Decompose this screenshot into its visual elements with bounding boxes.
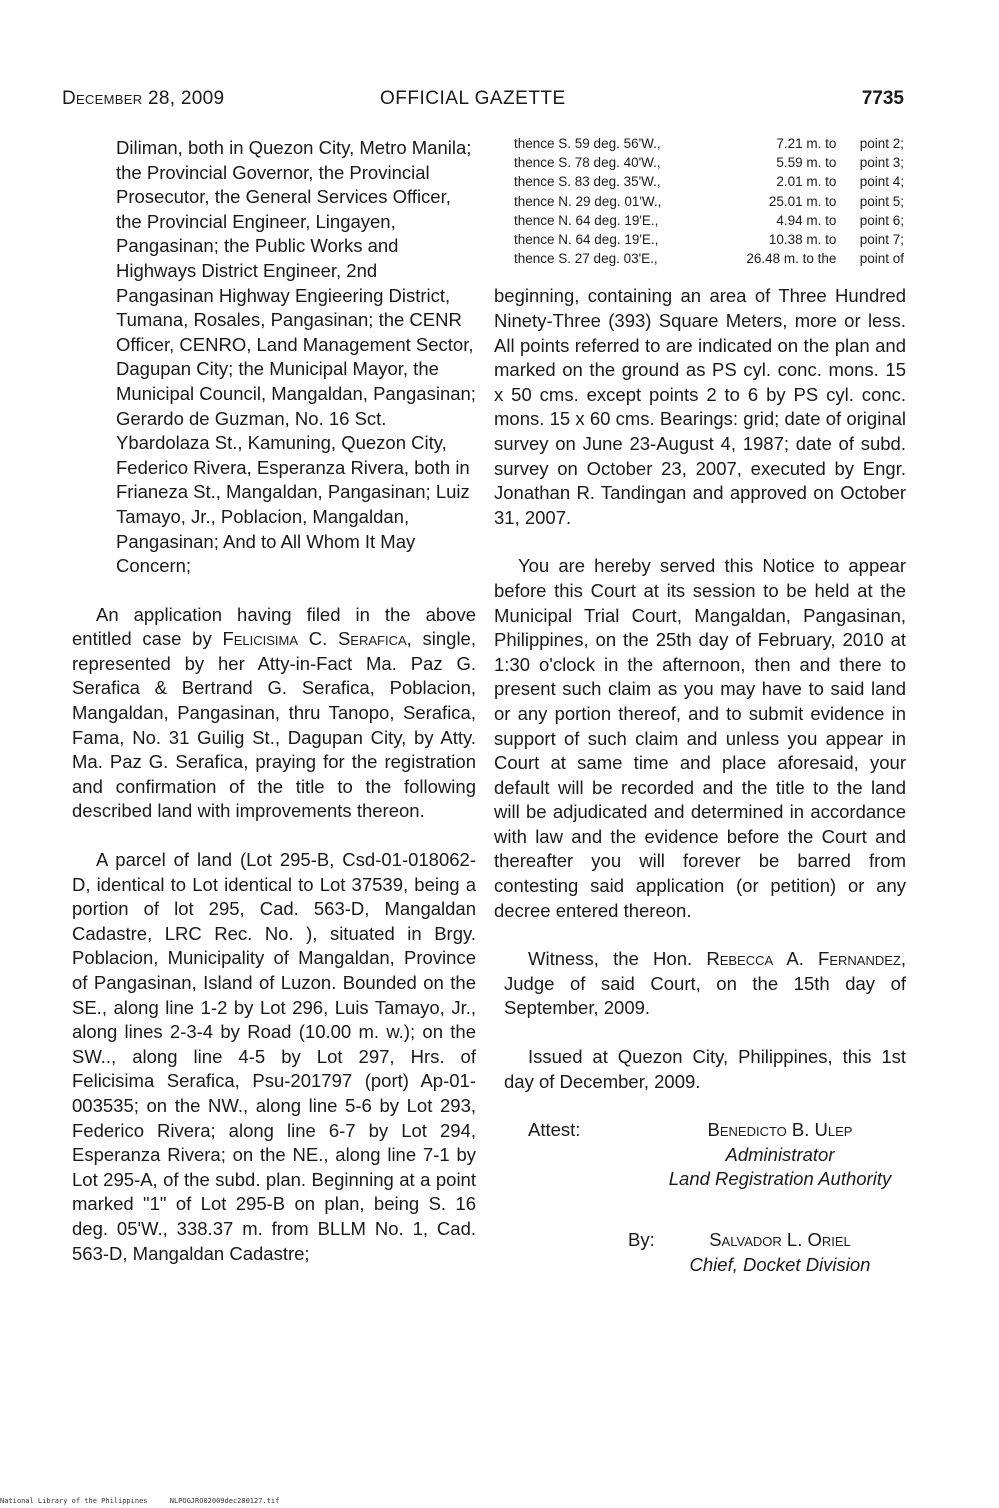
bearing-row (514, 172, 904, 191)
attest-label: Attest: (528, 1119, 581, 1141)
header-title: OFFICIAL GAZETTE (380, 88, 566, 109)
witness-text-end: , Judge of said Court, on the 15th day of September, 2009. (504, 948, 906, 1019)
signatory1-org: Land Registration Authority (668, 1168, 892, 1190)
signatory-docket-chief (670, 1228, 890, 1277)
signatory1-name: Benedicto B. Ulep (707, 1119, 853, 1141)
bearing-row (514, 153, 904, 172)
bearing-distance: 7.21 m. to (776, 136, 837, 151)
footer-filename: NLPOGJRO02009dec280127.tif (169, 1497, 280, 1505)
area-paragraph: beginning, containing an area of Three Hundred Ninety-Three (393) Square Meters, more or less. All points referred to are indicated on the plan and marked on the ground as PS cyl. conc. mons. 15 x 50 cms. except points 2 to 6 by PS cyl. conc. mons. 15 x 60 cms. Bearings: grid; date of original survey on June 23-August 4, 1987; date of subd. survey on October 23, 2007, executed by Engr. Jonathan R. Tandingan and approved on October 31, 2007. (494, 285, 906, 528)
witness-paragraph (504, 947, 906, 1021)
bearing-row (514, 192, 904, 211)
bearings-table (514, 134, 904, 268)
bearing-text: thence N. 29 deg. 01'W., (514, 193, 662, 209)
bearing-row (514, 249, 904, 268)
by-label: By: (628, 1229, 655, 1251)
bearing-point: point 3; (859, 155, 904, 171)
signatory2-name: Salvador L. Oriel (709, 1229, 851, 1251)
page-number: 7735 (861, 88, 904, 109)
bearing-point: point 7; (859, 232, 904, 248)
left-column (72, 136, 476, 1266)
bearing-point: point 4; (859, 174, 904, 190)
judge-name: Rebecca A. Fernandez (706, 948, 901, 970)
issued-paragraph: Issued at Quezon City, Philippines, this 1st day of December, 2009. (504, 1046, 906, 1092)
addressees-paragraph: Diliman, both in Quezon City, Metro Manila; the Provincial Governor, the Provincial Prosecutor, the General Services Officer, the Provincial Engineer, Lingayen, Pangasinan; the Public Works and Highways District Engineer, 2nd Pangasinan Highway Engieering District, Tumana, Rosales, Pangasinan; the CENR Officer, CENRO, Land Management Sector, Dagupan City; the Municipal Mayor, the Municipal Council, Mangaldan, Pangasinan; Gerardo de Guzman, No. 16 Sct. Ybardolaza St., Kamuning, Quezon City, Federico Rivera, Esperanza Rivera, both in Frianeza St., Mangaldan, Pangasinan; Luiz Tamayo, Jr., Poblacion, Mangaldan, Pangasinan; And to All Whom It May Concern; (116, 137, 476, 577)
notice-paragraph: You are hereby served this Notice to appear before this Court at its session to be held at the Municipal Trial Court, Mangaldan, Pangasinan, Philippines, on the 25th day of February, 2010 at 1:30 o'clock in the afternoon, then and there to present such claim as you may have to said land or any portion thereof, and to submit evidence in support of such claim and unless you appear in Court at same time and place aforesaid, your default will be recorded and the title to the land will be adjudicated and determined in accordance with law and the evidence before the Court and thereafter you will forever be barred from contesting said application (or petition) or any decree entered thereon. (494, 555, 906, 921)
application-paragraph (72, 603, 476, 824)
bearing-text: thence S. 83 deg. 35'W., (514, 174, 661, 190)
bearing-point: point of (859, 251, 904, 267)
bearing-row (514, 134, 904, 153)
application-text-start: An application having filed in the above entitled case by (72, 603, 476, 650)
attestation-block (494, 1118, 906, 1278)
signatory-administrator (650, 1118, 910, 1192)
bearing-distance: 26.48 m. to the (746, 251, 837, 267)
applicant-name: Felicisima C. Serafica (222, 628, 407, 650)
parcel-description-paragraph: A parcel of land (Lot 295-B, Csd-01-018062-D, identical to Lot identical to Lot 37539, being a portion of lot 295, Cad. 563-D, Mangaldan Cadastre, LRC Rec. No. ), situated in Brgy. Poblacion, Municipality of Mangaldan, Province of Pangasinan, Island of Luzon. Bounded on the SE., along line 1-2 by Lot 296, Luis Tamayo, Jr., along lines 2-3-4 by Road (10.00 m. w.); on the SW.., along line 4-5 by Lot 297, Hrs. of Felicisima Serafica, Psu-201797 (port) Ap-01-003535; on the NW., along line 5-6 by Lot 293, Federico Rivera; along line 6-7 by Lot 294, Esperanza Rivera; on the NE., along line 7-1 by Lot 295-A, of the subd. plan. Beginning at a point marked "1" of Lot 295-B on plan, being S. 16 deg. 05'W., 338.37 m. from BLLM No. 1, Cad. 563-D, Mangaldan Cadastre; (72, 849, 476, 1264)
header-date: December 28, 2009 (62, 88, 225, 109)
bearing-text: thence S. 27 deg. 03'E., (514, 251, 658, 267)
bearing-point: point 2; (859, 136, 904, 151)
right-column (494, 134, 906, 1278)
bearing-text: thence N. 64 deg. 19'E., (514, 212, 659, 228)
bearing-distance: 2.01 m. to (776, 174, 837, 190)
signatory1-title: Administrator (725, 1143, 835, 1165)
signatory2-title: Chief, Docket Division (689, 1253, 871, 1275)
witness-text-start: Witness, the Hon. (528, 948, 707, 970)
application-text-end: , single, represented by her Atty-in-Fact Ma. Paz G. Serafica & Bertrand G. Serafica, Poblacion, Mangaldan, Pangasinan, thru Tanopo, Serafica, Fama, No. 31 Guilig St., Dagupan City, by Atty. Ma. Paz G. Serafica, praying for the registration and confirmation of the title to the following described land with improvements thereon. (72, 628, 476, 822)
bearing-distance: 4.94 m. to (776, 212, 837, 228)
bearing-text: thence N. 64 deg. 19'E., (514, 232, 659, 248)
bearing-distance: 10.38 m. to (768, 232, 837, 248)
scan-footer (0, 1497, 297, 1505)
bearing-row (514, 211, 904, 230)
bearing-point: point 6; (859, 212, 904, 228)
bearing-point: point 5; (859, 193, 904, 209)
bearing-row (514, 230, 904, 249)
bearing-text: thence S. 59 deg. 56'W., (514, 136, 661, 151)
bearing-distance: 5.59 m. to (776, 155, 837, 171)
footer-library: National Library of the Philippines (0, 1497, 148, 1505)
bearing-text: thence S. 78 deg. 40'W., (514, 155, 661, 171)
bearing-distance: 25.01 m. to (768, 193, 837, 209)
